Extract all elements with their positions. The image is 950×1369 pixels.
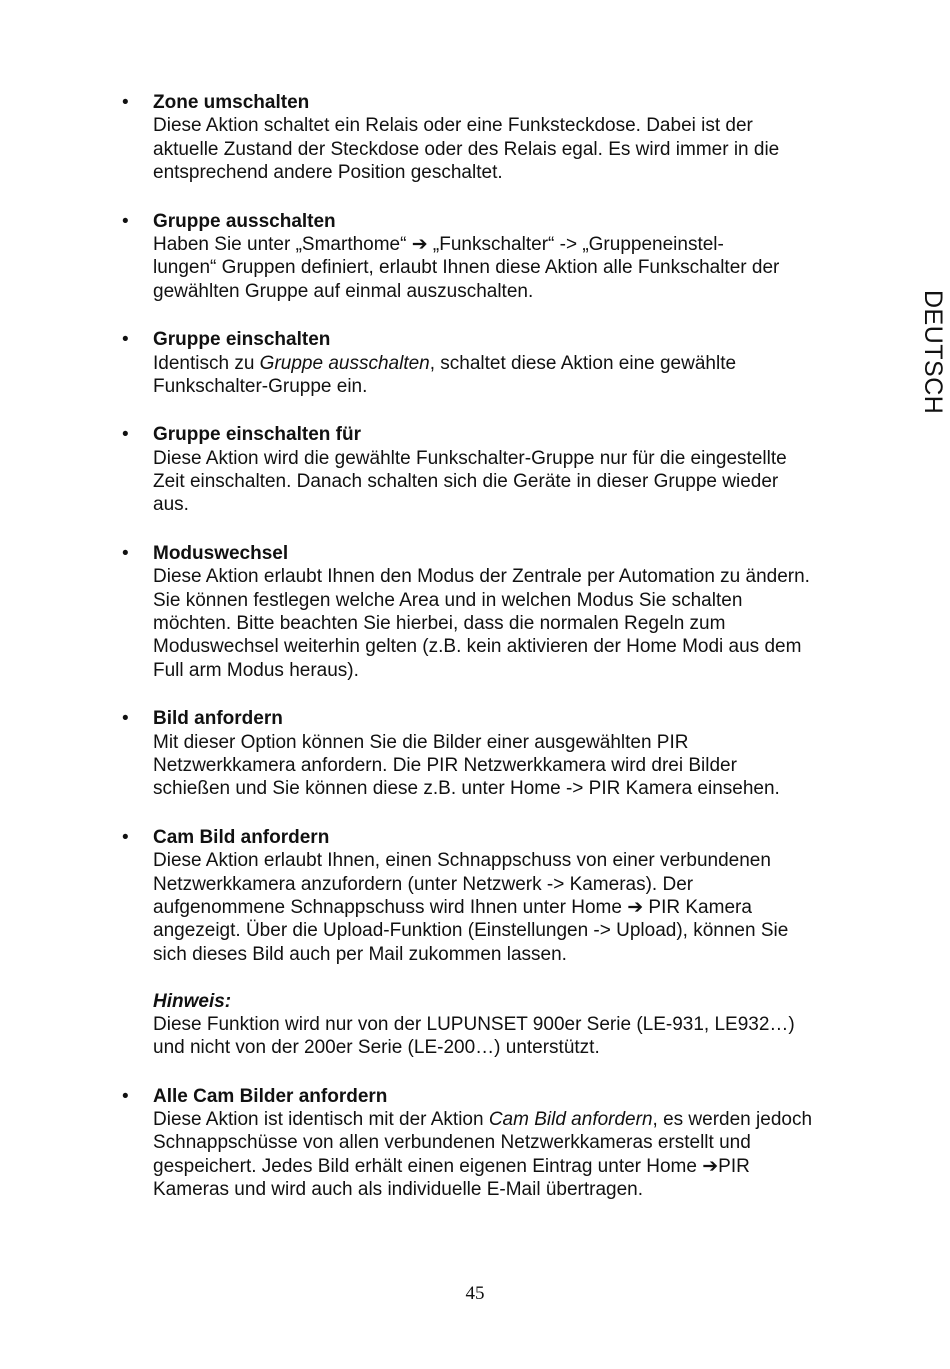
item-text-line: Diese Aktion schaltet ein Relais oder eine Funksteckdose. Dabei ist der <box>153 115 753 137</box>
list-item-moduswechsel <box>0 542 950 682</box>
item-title: Cam Bild anfordern <box>153 826 330 848</box>
emphasized-text: Gruppe ausschalten <box>259 352 430 374</box>
item-text-line: Netzwerkkamera anzufordern (unter Netzwerk -> Kameras). Der <box>153 873 694 895</box>
item-text-line: Diese Aktion erlaubt Ihnen den Modus der Zentrale per Automation zu ändern. <box>153 566 810 588</box>
item-text-line: Sie können festlegen welche Area und in welchen Modus Sie schalten <box>153 589 743 611</box>
item-text-line: aus. <box>153 494 189 516</box>
item-text-line: Schnappschüsse von allen verbundenen Netzwerkkameras erstellt und <box>153 1132 751 1154</box>
item-text-line: Mit dieser Option können Sie die Bilder einer ausgewählten PIR <box>153 731 689 753</box>
item-text-line <box>153 352 863 375</box>
item-text-line: gewählten Gruppe auf einmal auszuschalten. <box>153 280 534 302</box>
item-title: Zone umschalten <box>153 92 310 113</box>
item-title: Gruppe einschalten <box>153 329 331 351</box>
bullet-icon: • <box>122 329 129 351</box>
list-item-gruppe-einschalten <box>0 328 950 398</box>
item-text-line: Zeit einschalten. Danach schalten sich die Geräte in dieser Gruppe wieder <box>153 471 779 493</box>
spacer <box>153 966 863 989</box>
text-segment: Identisch zu <box>153 352 260 374</box>
bullet-icon: • <box>122 542 129 564</box>
emphasized-text: Cam Bild anfordern <box>488 1109 653 1131</box>
page-number: 45 <box>465 1283 485 1304</box>
note-text-line: Diese Funktion wird nur von der LUPUNSET 900er Serie (LE-931, LE932…) <box>153 1013 795 1035</box>
item-title: Moduswechsel <box>153 542 289 564</box>
bullet-icon: • <box>122 210 129 232</box>
item-text-line: schießen und Sie können diese z.B. unter Home -> PIR Kamera einsehen. <box>153 778 780 800</box>
item-title: Bild anfordern <box>153 708 283 730</box>
item-text-line: gespeichert. Jedes Bild erhält einen eigenen Eintrag unter Home ➔PIR <box>153 1155 750 1177</box>
note-text-line: und nicht von der 200er Serie (LE-200…) unterstützt. <box>153 1037 600 1059</box>
list-item-gruppe-einschalten-fuer <box>0 423 950 517</box>
list-item-bild-anfordern <box>0 707 950 801</box>
text-segment: , schaltet diese Aktion eine gewählte <box>429 352 737 374</box>
item-text-line: Funkschalter-Gruppe ein. <box>153 375 368 397</box>
item-text-line: möchten. Bitte beachten Sie hierbei, dass die normalen Regeln zum <box>153 613 726 635</box>
bullet-icon: • <box>122 92 129 113</box>
item-text-line: angezeigt. Über die Upload-Funktion (Einstellungen -> Upload), können Sie <box>153 920 789 942</box>
item-text-line: aktuelle Zustand der Steckdose oder des Relais egal. Es wird immer in die <box>153 138 780 160</box>
item-text-line: aufgenommene Schnappschuss wird Ihnen unter Home ➔ PIR Kamera <box>153 896 752 918</box>
list-item-alle-cam-bilder-anfordern <box>0 1085 950 1202</box>
item-text-line: Diese Aktion wird die gewählte Funkschalter-Gruppe nur für die eingestellte <box>153 447 787 469</box>
item-text-line: Full arm Modus heraus). <box>153 659 359 681</box>
bullet-icon: • <box>122 1085 129 1107</box>
action-list <box>0 91 950 1227</box>
item-title: Gruppe ausschalten <box>153 210 336 232</box>
bullet-icon: • <box>122 826 129 848</box>
item-title: Alle Cam Bilder anfordern <box>153 1085 388 1107</box>
bullet-icon: • <box>122 708 129 730</box>
item-title: Gruppe einschalten für <box>153 424 361 446</box>
item-text-line: Haben Sie unter „Smarthome“ ➔ „Funkschalter“ -> „Gruppeneinstel- <box>153 233 724 255</box>
item-text-line: Diese Aktion erlaubt Ihnen, einen Schnappschuss von einer verbundenen <box>153 850 771 872</box>
item-text-line: Netzwerkkamera anfordern. Die PIR Netzwerkkamera wird drei Bilder <box>153 754 737 776</box>
item-text-line: sich dieses Bild auch per Mail zukommen lassen. <box>153 943 567 965</box>
note-title: Hinweis: <box>153 990 232 1012</box>
item-text-line: entsprechend andere Position geschaltet. <box>153 162 503 184</box>
bullet-icon: • <box>122 424 129 446</box>
item-text-line <box>153 1108 863 1131</box>
text-segment: Diese Aktion ist identisch mit der Aktion <box>153 1109 489 1131</box>
section-side-label: DEUTSCH <box>919 290 947 415</box>
item-text-line: Moduswechsel weiterhin gelten (z.B. kein aktivieren der Home Modi aus dem <box>153 636 802 658</box>
item-text-line: lungen“ Gruppen definiert, erlaubt Ihnen diese Aktion alle Funkschalter der <box>153 257 780 279</box>
text-segment: , es werden jedoch <box>652 1109 813 1131</box>
item-text-line: Kameras und wird auch als individuelle E-Mail übertragen. <box>153 1179 644 1201</box>
list-item-gruppe-ausschalten <box>0 210 950 304</box>
list-item-cam-bild-anfordern <box>0 826 950 1060</box>
list-item-zone-umschalten <box>0 91 950 185</box>
